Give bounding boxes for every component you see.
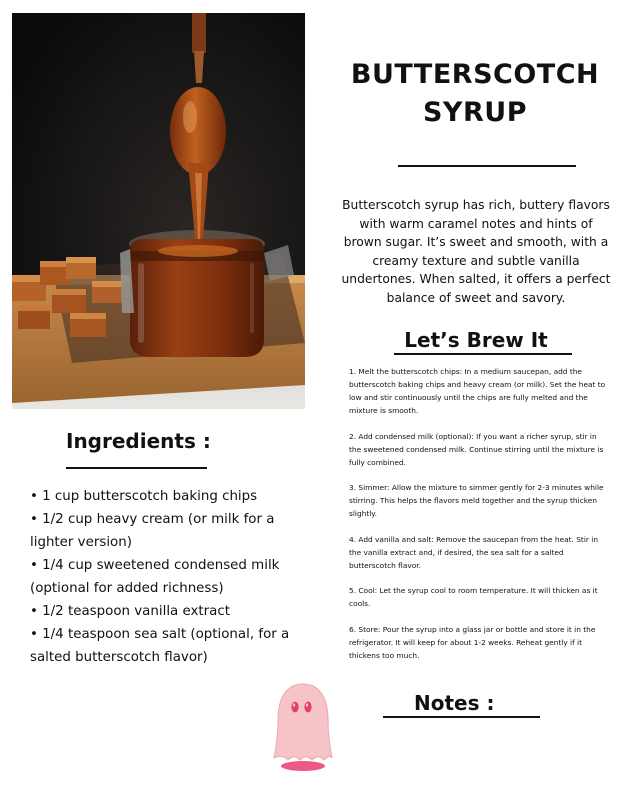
notes-divider bbox=[383, 716, 540, 718]
title-line-1: BUTTERSCOTCH bbox=[350, 59, 600, 90]
brew-steps bbox=[349, 365, 607, 674]
ingredient-item: • 1/4 teaspoon sea salt (optional, for a salted butterscotch flavor) bbox=[30, 627, 290, 665]
brew-step: 1. Melt the butterscotch chips: In a medium saucepan, add the butterscotch baking chips and heavy cream (or milk). Set the heat to low and stir continuously until the chips are fully melted and the mixture is smooth. bbox=[349, 367, 606, 415]
brew-step: 5. Cool: Let the syrup cool to room temperature. It will thicken as it cools. bbox=[349, 586, 598, 608]
title-divider bbox=[398, 165, 576, 167]
brew-step: 4. Add vanilla and salt: Remove the saucepan from the heat. Stir in the vanilla extract and, if desired, the sea salt for a salted butterscotch flavor. bbox=[349, 534, 599, 570]
ingredient-item: • 1/2 cup heavy cream (or milk for a lighter version) bbox=[30, 512, 275, 550]
page-title bbox=[330, 56, 620, 132]
brew-step: 3. Simmer: Allow the mixture to simmer gently for 2-3 minutes while stirring. This helps the flavors meld together and the syrup thicken slightly. bbox=[349, 483, 604, 518]
ingredients-divider bbox=[66, 467, 207, 469]
brew-heading: Let’s Brew It bbox=[404, 328, 548, 352]
intro-paragraph: Butterscotch syrup has rich, buttery flavors with warm caramel notes and hints of brown sugar. It’s sweet and smooth, with a creamy texture and subtle vanilla undertones. When salted, it offers a perfect balance of sweet and savory. bbox=[341, 198, 611, 305]
brew-step: 2. Add condensed milk (optional): If you want a richer syrup, stir in the sweetened condensed milk. Continue stirring until the mixture is fully combined. bbox=[349, 431, 604, 467]
title-line-2: SYRUP bbox=[422, 97, 527, 128]
ingredients-list bbox=[30, 485, 316, 669]
ingredient-item: • 1/2 teaspoon vanilla extract bbox=[30, 604, 231, 619]
ingredient-item: • 1/4 cup sweetened condensed milk (optional for added richness) bbox=[30, 558, 280, 596]
brew-divider bbox=[394, 353, 572, 355]
brew-step: 6. Store: Pour the syrup into a glass jar or bottle and store it in the refrigerator. It will keep for about 1-2 weeks. Reheat gently if it thickens too much. bbox=[349, 624, 596, 660]
ghost-icon bbox=[270, 680, 336, 772]
ingredient-item: • 1 cup butterscotch baking chips bbox=[30, 489, 258, 504]
butterscotch-jar-photo bbox=[12, 13, 305, 409]
ingredients-heading: Ingredients : bbox=[66, 429, 211, 453]
notes-heading: Notes : bbox=[414, 691, 495, 715]
